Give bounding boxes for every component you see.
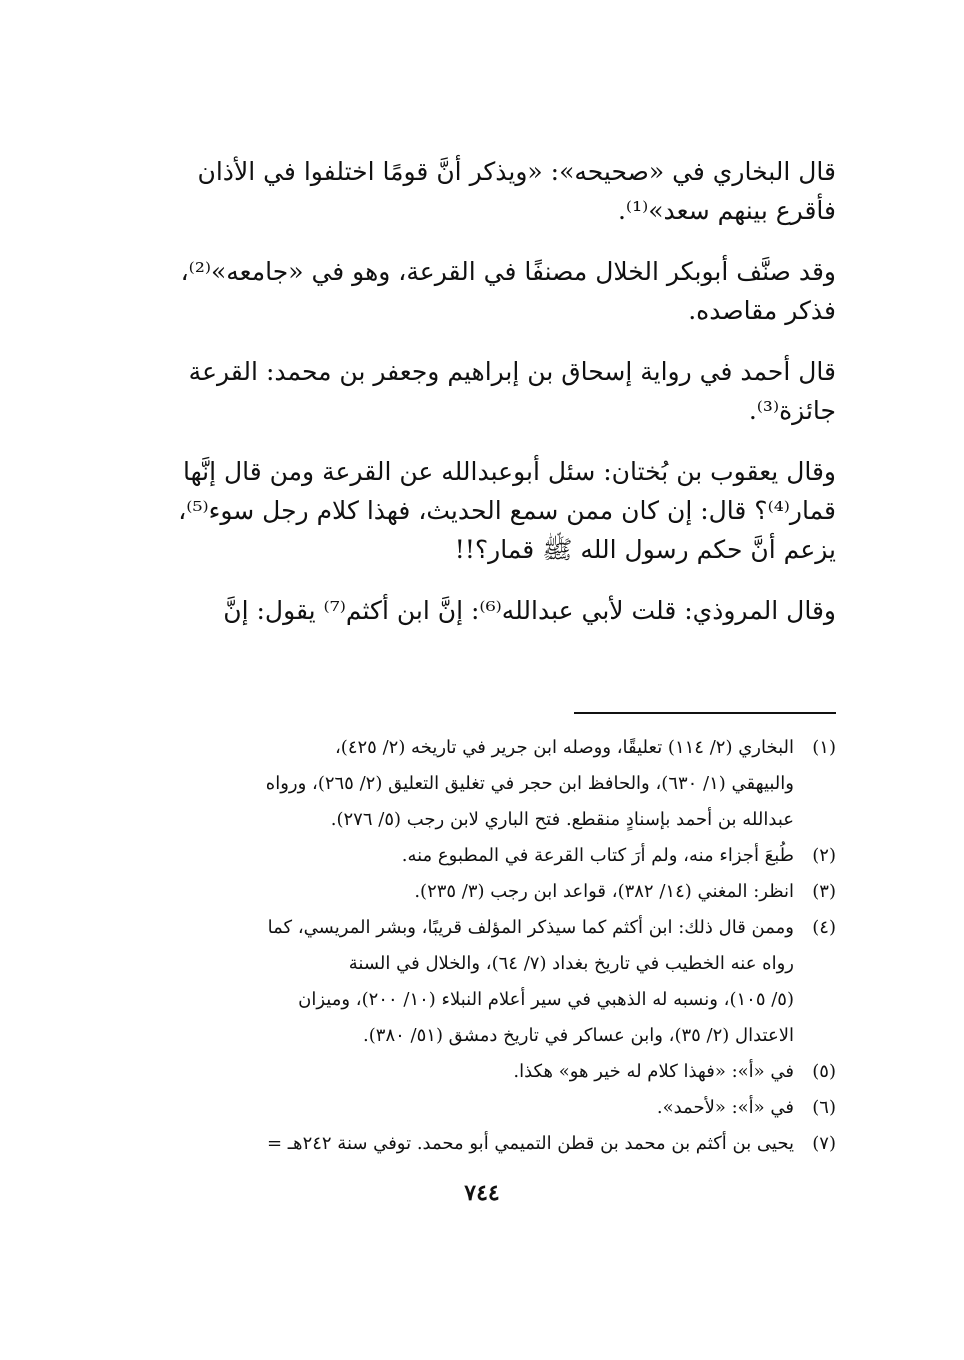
- footnote-number: (١): [812, 737, 836, 758]
- text-line: قمار⁽⁴⁾؟ قال: إن كان ممن سمع الحديث، فهذا كلام رجل سوء⁽⁵⁾،: [178, 496, 836, 525]
- text-line: فذكر مقاصده.: [688, 296, 836, 325]
- footnote-5: [136, 1054, 836, 1090]
- footnote-line: البخاري (٢/ ١١٤) تعليقًا، ووصله ابن جرير في تاريخه (٢/ ٤٢٥)،: [334, 737, 794, 758]
- text-line: يزعم أنَّ حكم رسول الله ﷺ قمار؟!!: [454, 535, 836, 564]
- footnote-4: [136, 910, 836, 1054]
- page-number: ٧٤٤: [464, 1180, 500, 1206]
- text-line: وقد صنَّف أبوبكر الخلال مصنفًا في القرعة، وهو في «جامعه»⁽²⁾،: [180, 257, 836, 286]
- paragraph-4: [136, 452, 836, 569]
- footnote-1: [136, 730, 836, 838]
- paragraph-3: [136, 352, 836, 430]
- footnote-line: يحيى بن أكثم بن محمد بن قطن التميمي أبو محمد. توفي سنة ٢٤٢هـ =: [266, 1133, 794, 1154]
- footnote-2: [136, 838, 836, 874]
- text-line: قال البخاري في «صحيحه»: «ويذكر أنَّ قومًا اختلفوا في الأذان: [197, 157, 836, 186]
- text-line: جائزة⁽³⁾.: [748, 396, 836, 425]
- text-line: وقال يعقوب بن بُختان: سئل أبوعبدالله عن القرعة ومن قال إنَّها: [182, 457, 836, 486]
- paragraph-2: [136, 252, 836, 330]
- footnote-number: (٢): [812, 845, 836, 866]
- footnote-number: (٧): [812, 1133, 836, 1154]
- text-line: وقال المروذي: قلت لأبي عبدالله⁽⁶⁾: إنَّ ابن أكثم⁽⁷⁾ يقول: إنَّ: [223, 596, 836, 625]
- footnote-number: (٦): [812, 1097, 836, 1118]
- footnote-number: (٣): [812, 881, 836, 902]
- footnote-6: [136, 1090, 836, 1126]
- main-text: [136, 152, 836, 652]
- text-line: فأقرع بينهم سعد»⁽¹⁾.: [617, 196, 836, 225]
- footnotes: [136, 730, 836, 1162]
- footnote-number: (٥): [812, 1061, 836, 1082]
- footnote-line: والبيهقي (١/ ٦٣٠)، والحافظ ابن حجر في تغليق التعليق (٢/ ٢٦٥)، ورواه: [265, 773, 794, 794]
- footnote-line: الاعتدال (٢/ ٣٥)، وابن عساكر في تاريخ دمشق (٥١/ ٣٨٠).: [363, 1025, 794, 1046]
- footnote-line: انظر: المغني (١٤/ ٣٨٢)، قواعد ابن رجب (٣/ ٢٣٥).: [414, 881, 794, 902]
- footnote-line: طُبعَ أجزاء منه، ولم أرَ كتاب القرعة في المطبوع منه.: [401, 845, 794, 866]
- footnote-line: في «أ»: «فهذا كلام له خير هو» هكذا.: [513, 1061, 794, 1082]
- footnote-7: [136, 1126, 836, 1162]
- paragraph-1: [136, 152, 836, 230]
- footnote-3: [136, 874, 836, 910]
- footnote-line: عبدالله بن أحمد بإسنادٍ منقطع. فتح الباري لابن رجب (٥/ ٢٧٦).: [330, 809, 794, 830]
- paragraph-5: [136, 591, 836, 630]
- footnote-line: رواه عنه الخطيب في تاريخ بغداد (٧/ ٦٤)، والخلال في السنة: [348, 953, 794, 974]
- footnote-separator: [574, 712, 836, 714]
- footnote-number: (٤): [812, 917, 836, 938]
- footnote-line: في «أ»: «لأحمد».: [656, 1097, 794, 1118]
- text-line: قال أحمد في رواية إسحاق بن إبراهيم وجعفر بن محمد: القرعة: [188, 357, 836, 386]
- footnote-line: وممن قال ذلك: ابن أكثم كما سيذكر المؤلف قريبًا، وبشر المريسي، كما: [267, 917, 794, 938]
- footnote-line: (٥/ ١٠٥)، ونسبه له الذهبي في سير أعلام النبلاء (١٠/ ٢٠٠)، وميزان: [298, 989, 794, 1010]
